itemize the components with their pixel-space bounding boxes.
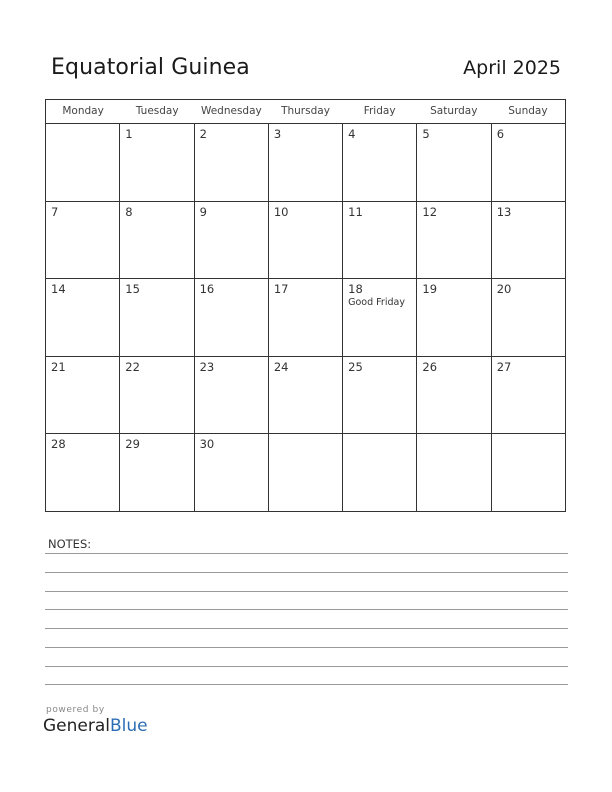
- week-row-3: [46, 279, 565, 357]
- day-number: 24: [273, 359, 289, 374]
- day-number: 2: [199, 127, 207, 141]
- day-number: 9: [199, 204, 207, 219]
- day-number: 1: [125, 127, 133, 141]
- day-cell: [269, 434, 343, 512]
- day-cell: [343, 202, 417, 279]
- notes-line: [45, 684, 568, 685]
- brand-general: General: [43, 716, 110, 736]
- day-number: 5: [422, 127, 430, 141]
- day-number: 25: [348, 359, 363, 374]
- day-cell: [492, 202, 565, 279]
- calendar-month: April 2025: [463, 57, 561, 79]
- day-cell: [492, 357, 565, 434]
- notes-line: [45, 553, 568, 554]
- day-cell: [492, 434, 565, 512]
- day-number: 22: [125, 359, 140, 374]
- day-cell: [417, 279, 491, 356]
- day-number: 20: [496, 282, 512, 297]
- weekday-tuesday: Tuesday: [135, 105, 179, 117]
- day-number: 17: [273, 282, 289, 297]
- day-number: 11: [348, 204, 363, 219]
- day-number: 4: [348, 127, 356, 141]
- brand-blue: Blue: [110, 716, 148, 736]
- day-cell: [343, 357, 417, 434]
- day-cell: [343, 279, 417, 356]
- day-cell: [269, 279, 343, 356]
- day-cell: [120, 434, 194, 512]
- day-cell: [120, 202, 194, 279]
- calendar-grid: [45, 99, 566, 512]
- day-cell: [492, 279, 565, 356]
- day-cell: [269, 202, 343, 279]
- day-number: 19: [422, 282, 438, 297]
- day-cell: [417, 124, 491, 201]
- day-number: 8: [125, 204, 133, 219]
- day-cell: [195, 434, 269, 512]
- day-number: 21: [51, 359, 66, 374]
- weekday-header-row: [46, 100, 565, 124]
- day-cell: [343, 434, 417, 512]
- weekday-sunday: Sunday: [508, 105, 548, 117]
- week-row-4: [46, 357, 565, 435]
- day-cell: [417, 357, 491, 434]
- day-number: 7: [51, 204, 59, 219]
- day-number: 27: [496, 359, 512, 374]
- week-row-1: [46, 124, 565, 202]
- day-number: 15: [125, 282, 140, 297]
- day-number: 26: [422, 359, 438, 374]
- week-row-2: [46, 202, 565, 280]
- notes-line: [45, 591, 568, 592]
- day-number: 13: [496, 204, 512, 219]
- day-cell: [492, 124, 565, 201]
- day-number: 23: [199, 359, 215, 374]
- day-number: 3: [273, 127, 282, 141]
- notes-line: [45, 572, 568, 573]
- day-cell: [120, 357, 194, 434]
- day-cell: [343, 124, 417, 201]
- day-cell: [417, 202, 491, 279]
- day-cell: [120, 279, 194, 356]
- day-cell: [269, 124, 343, 201]
- holiday-label: Good Friday: [348, 297, 405, 309]
- day-cell: [195, 124, 269, 201]
- day-cell: [120, 124, 194, 201]
- day-cell: [46, 124, 120, 201]
- day-cell: [195, 279, 269, 356]
- weekday-monday: Monday: [62, 105, 104, 117]
- day-number: 14: [51, 282, 66, 297]
- day-number: 16: [199, 282, 215, 297]
- day-cell: [269, 357, 343, 434]
- day-number: 18: [348, 282, 363, 297]
- notes-line: [45, 647, 568, 648]
- day-cell: [46, 357, 120, 434]
- weekday-wednesday: Wednesday: [200, 105, 262, 117]
- day-cell: [46, 202, 120, 279]
- weekday-thursday: Thursday: [281, 105, 330, 117]
- day-cell: [46, 434, 120, 512]
- day-number: 6: [496, 127, 505, 141]
- notes-line: [45, 666, 568, 667]
- day-number: 28: [51, 437, 66, 452]
- week-row-5: [46, 434, 565, 512]
- notes-label: NOTES:: [48, 537, 92, 551]
- day-number: 29: [125, 437, 140, 452]
- day-number: 30: [199, 437, 215, 452]
- day-number: 12: [422, 204, 438, 219]
- day-number: 10: [273, 204, 289, 219]
- notes-line: [45, 609, 568, 610]
- weekday-friday: Friday: [363, 105, 396, 117]
- calendar-title: Equatorial Guinea: [51, 55, 250, 80]
- day-cell: [195, 202, 269, 279]
- notes-line: [45, 628, 568, 629]
- day-cell: [46, 279, 120, 356]
- weekday-saturday: Saturday: [430, 105, 478, 117]
- day-cell: [417, 434, 491, 512]
- powered-by-text: powered by: [46, 705, 105, 715]
- brand-logo: [43, 716, 148, 736]
- day-cell: [195, 357, 269, 434]
